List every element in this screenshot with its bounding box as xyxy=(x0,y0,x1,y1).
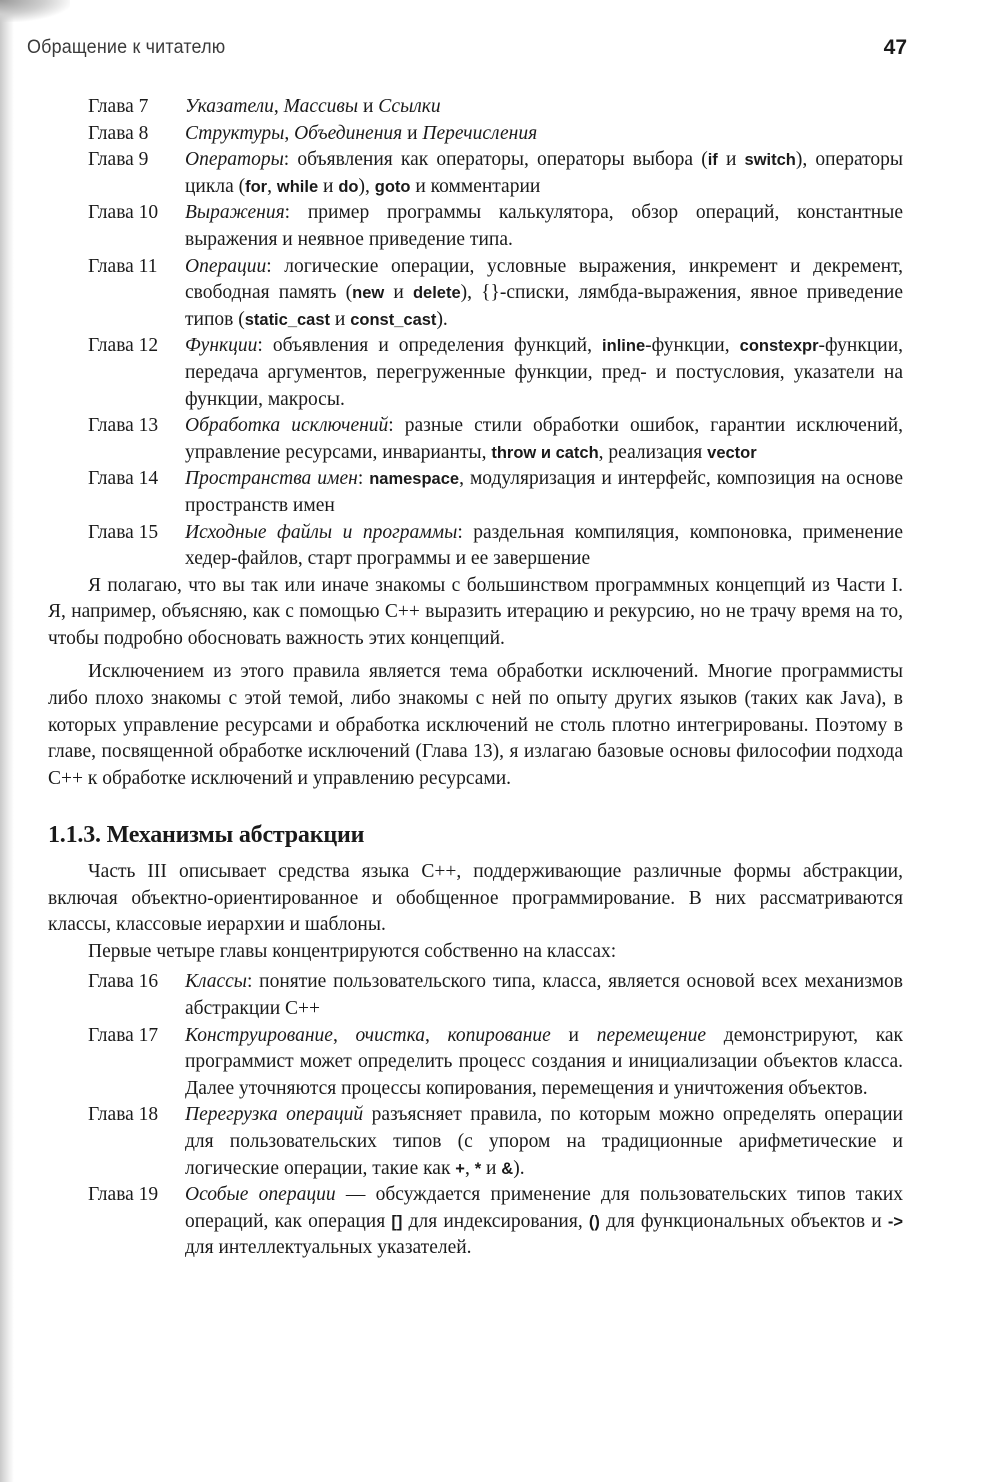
chapter-entry xyxy=(48,520,903,573)
chapter-entry xyxy=(48,333,903,413)
chapter-label: Глава 16 xyxy=(88,971,159,993)
chapter-entry xyxy=(48,200,903,253)
chapter-list-part2 xyxy=(48,94,903,573)
body-paragraph: Первые четыре главы концентрируются собственно на классах: xyxy=(88,940,617,962)
page-number: 47 xyxy=(883,36,907,59)
chapter-description: Указатели, Массивы и Ссылки xyxy=(185,96,441,117)
chapter-label: Глава 8 xyxy=(88,122,149,144)
chapter-description: Классы: понятие пользовательского типа, класса, является основой всех механизмов абстракции C++ xyxy=(185,971,903,1019)
chapter-label: Глава 13 xyxy=(88,415,159,437)
scan-corner-shadow xyxy=(0,0,70,22)
chapter-label: Глава 15 xyxy=(88,521,159,543)
chapter-entry xyxy=(48,94,903,121)
chapter-description: Операции: логические операции, условные выражения, инкремент и декремент, свободная память (new и delete), {}-списки, лямбда-выражения, явное приведение типов (static_cast и const_cast). xyxy=(185,255,903,330)
page-body xyxy=(48,94,903,1262)
chapter-label: Глава 7 xyxy=(88,96,149,117)
chapter-label: Глава 14 xyxy=(88,468,159,490)
chapter-label: Глава 10 xyxy=(88,202,159,224)
body-paragraph: Я полагаю, что вы так или иначе знакомы с большинством программных концепций из Части I. Я, например, объясняю, как с помощью C++ выразить итерацию и рекурсию, но не трачу время на то, чтобы подробно обосновать важность этих концепций. xyxy=(48,574,903,649)
chapter-entry xyxy=(48,413,903,466)
chapter-list-part3 xyxy=(48,969,903,1262)
chapter-description: Структуры, Объединения и Перечисления xyxy=(185,122,538,144)
chapter-description: Особые операции — обсуждается применение для пользовательских типов таких операций, как операция [] для индексирования, () для функциональных объектов и -> для интеллектуальных указателей. xyxy=(185,1184,903,1259)
chapter-entry xyxy=(48,466,903,519)
chapter-entry xyxy=(48,121,903,148)
chapter-description: Выражения: пример программы калькулятора, обзор операций, константные выражения и неявное приведение типа. xyxy=(185,202,903,250)
section-heading: 1.1.3. Механизмы абстракции xyxy=(48,822,365,849)
body-paragraph: Исключением из этого правила является тема обработки исключений. Многие программисты либо плохо знакомы с этой темой, либо знакомы с ней по опыту других языков (таких как Java), в которых управление ресурсами и обработка исключений не столь плотно интегрированы. Поэтому в главе, посвященной обработке исключений (Глава 13), я излагаю базовые основы философии подхода C++ к обработке исключений и управлению ресурсами. xyxy=(48,661,903,789)
scan-edge-shadow xyxy=(0,0,14,1482)
chapter-label: Глава 17 xyxy=(88,1024,159,1046)
chapter-entry xyxy=(48,1102,903,1182)
chapter-description: Перегрузка операций разъясняет правила, по которым можно определять операции для пользовательских типов (с упором на традиционные арифметические и логические операции, такие как +, * и &). xyxy=(185,1104,903,1179)
running-header xyxy=(27,36,907,66)
chapter-description: Операторы: объявления как операторы, операторы выбора (if и switch), операторы цикла (for, while и do), goto и комментарии xyxy=(185,149,904,197)
chapter-entry xyxy=(48,254,903,334)
chapter-entry xyxy=(48,1023,903,1103)
chapter-description: Исходные файлы и программы: раздельная компиляция, компоновка, применение хедер-файлов, старт программы и ее завершение xyxy=(185,521,903,570)
chapter-label: Глава 18 xyxy=(88,1104,159,1126)
chapter-description: Пространства имен: namespace, модуляризация и интерфейс, композиция на основе пространств имен xyxy=(185,468,903,516)
chapter-description: Конструирование, очистка, копирование и перемещение демонстрируют, как программист может определить процесс создания и инициализации объектов класса. Далее уточняются процессы копирования, перемещения и уничтожения объектов. xyxy=(185,1024,904,1099)
chapter-entry xyxy=(48,969,903,1022)
chapter-label: Глава 11 xyxy=(88,255,158,277)
chapter-entry xyxy=(48,1182,903,1262)
chapter-description: Обработка исключений: разные стили обработки ошибок, гарантии исключений, управление ресурсами, инварианты, throw и catch, реализация vector xyxy=(185,415,904,463)
running-title: Обращение к читателю xyxy=(27,36,226,58)
chapter-entry xyxy=(48,147,903,200)
chapter-label: Глава 19 xyxy=(88,1184,159,1206)
chapter-label: Глава 12 xyxy=(88,335,159,357)
body-paragraph: Часть III описывает средства языка C++, поддерживающие различные формы абстракции, включая объектно-ориентированное и обобщенное программирование. В них рассматриваются классы, классовые иерархии и шаблоны. xyxy=(48,861,903,936)
chapter-description: Функции: объявления и определения функций, inline-функции, constexpr-функции, передача аргументов, перегруженные функции, пред- и постусловия, указатели на функции, макросы. xyxy=(185,335,903,410)
chapter-label: Глава 9 xyxy=(88,149,149,171)
